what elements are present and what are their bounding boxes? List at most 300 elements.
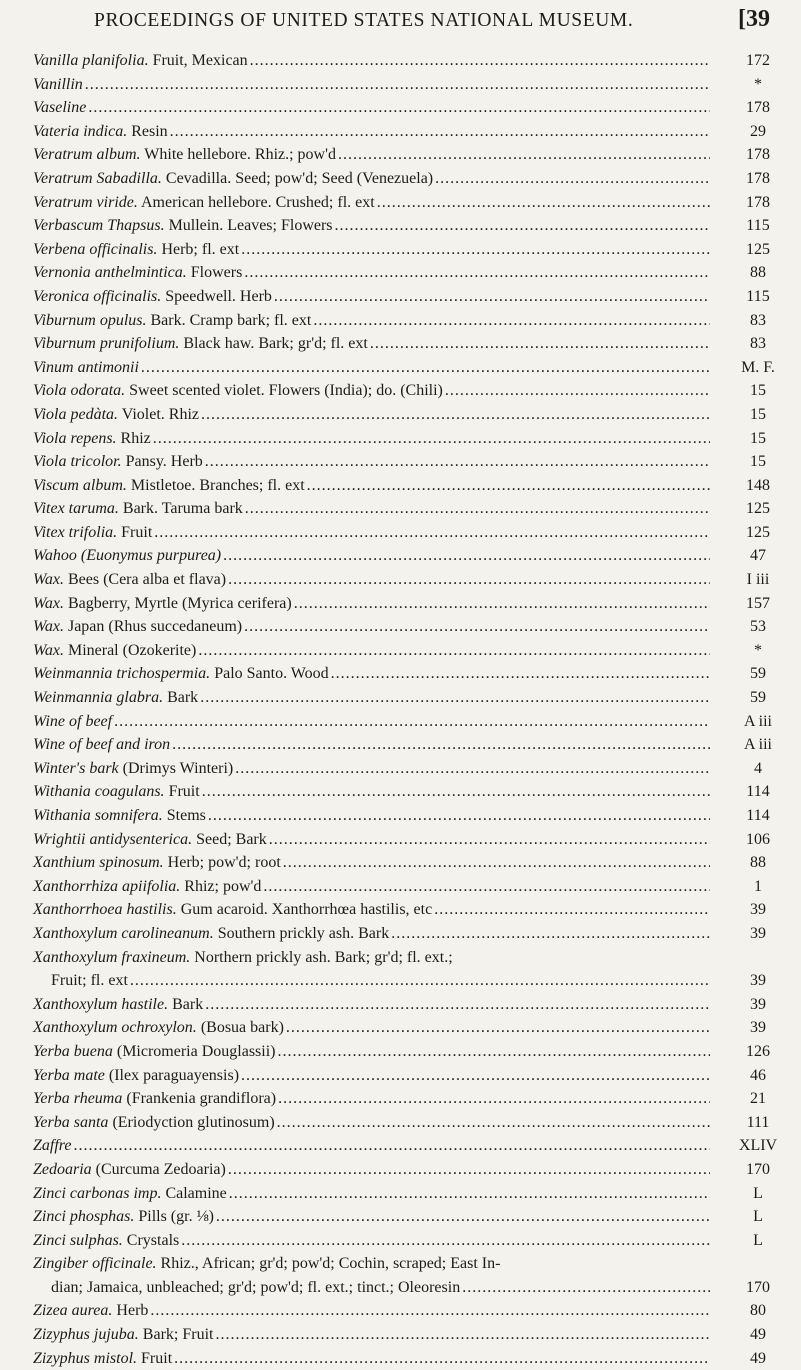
entry-description: Rhiz bbox=[116, 429, 151, 447]
entry-text bbox=[33, 214, 333, 238]
leader-dots bbox=[245, 497, 710, 521]
entry-name: Zedoaria bbox=[33, 1160, 92, 1178]
index-entry bbox=[0, 1040, 801, 1064]
leader-dots bbox=[88, 96, 710, 120]
index-entry bbox=[0, 450, 801, 474]
index-entry bbox=[0, 120, 801, 144]
page-reference: 15 bbox=[750, 429, 766, 447]
leader-dots bbox=[130, 969, 710, 993]
index-entry bbox=[0, 733, 801, 757]
entry-text bbox=[33, 1299, 148, 1323]
leader-dots bbox=[335, 214, 710, 238]
entry-text bbox=[33, 403, 199, 427]
leader-dots bbox=[229, 1182, 710, 1206]
entry-name: Xanthoxylum carolineanum. bbox=[33, 924, 214, 942]
page-reference: 39 bbox=[750, 924, 766, 942]
index-entry bbox=[0, 1299, 801, 1323]
entry-description: Speedwell. Herb bbox=[161, 287, 272, 305]
entry-line bbox=[33, 662, 710, 686]
entry-text bbox=[33, 780, 200, 804]
entry-name: Verbena officinalis. bbox=[33, 240, 158, 258]
entry-continuation-line bbox=[51, 1276, 710, 1300]
entry-description: Northern prickly ash. Bark; gr'd; fl. ext.; bbox=[190, 948, 453, 966]
index-entry bbox=[0, 828, 801, 852]
entry-name: Vinum antimonii bbox=[33, 358, 139, 376]
index-entries bbox=[0, 49, 801, 1370]
page-reference: 83 bbox=[750, 311, 766, 329]
entry-text bbox=[33, 993, 203, 1017]
entry-name: Viola repens. bbox=[33, 429, 117, 447]
leader-dots bbox=[174, 1347, 710, 1370]
leader-dots bbox=[277, 1111, 710, 1135]
entry-text bbox=[33, 686, 198, 710]
entry-text bbox=[33, 1134, 72, 1158]
entry-name: Weinmannia trichospermia. bbox=[33, 665, 211, 683]
entry-line bbox=[33, 96, 710, 120]
entry-line bbox=[33, 568, 710, 592]
entry-continuation-line bbox=[51, 969, 710, 993]
page-header bbox=[0, 4, 801, 34]
page-reference: L bbox=[753, 1208, 763, 1226]
entry-text bbox=[33, 379, 443, 403]
entry-description: (Micromeria Douglassii) bbox=[112, 1042, 276, 1060]
page-reference: 125 bbox=[746, 523, 770, 541]
entry-text bbox=[33, 261, 242, 285]
entry-description: Palo Santo. Wood bbox=[210, 665, 329, 683]
page-reference: 15 bbox=[750, 382, 766, 400]
entry-line bbox=[33, 167, 710, 191]
page-reference: 178 bbox=[746, 169, 770, 187]
index-entry bbox=[0, 191, 801, 215]
leader-dots bbox=[434, 898, 710, 922]
entry-line bbox=[33, 615, 710, 639]
entry-text bbox=[33, 851, 281, 875]
page-reference: 114 bbox=[746, 807, 770, 824]
page-reference: A iii bbox=[743, 712, 772, 730]
leader-dots bbox=[208, 804, 710, 828]
entry-text bbox=[33, 1016, 284, 1040]
page-reference: XLIV bbox=[738, 1137, 778, 1155]
page-number: [39 bbox=[738, 6, 770, 32]
leader-dots bbox=[141, 356, 710, 380]
leader-dots bbox=[462, 1276, 710, 1300]
page-reference: 88 bbox=[750, 264, 766, 282]
entry-text bbox=[33, 1182, 227, 1206]
index-entry bbox=[0, 851, 801, 875]
index-entry bbox=[0, 309, 801, 333]
entry-description: Fruit, Mexican bbox=[148, 52, 248, 69]
entry-name: Xanthoxylum fraxineum. bbox=[33, 948, 191, 966]
entry-line bbox=[33, 120, 710, 144]
entry-name: Zizyphus jujuba. bbox=[33, 1326, 139, 1344]
leader-dots bbox=[331, 662, 710, 686]
entry-description: Herb; fl. ext bbox=[157, 240, 240, 258]
entry-description: Southern prickly ash. Bark bbox=[213, 924, 390, 942]
entry-description: Rhiz; pow'd bbox=[180, 877, 262, 895]
entry-line bbox=[33, 309, 710, 333]
entry-line bbox=[33, 828, 710, 852]
entry-text bbox=[33, 450, 203, 474]
leader-dots bbox=[445, 379, 710, 403]
index-entry bbox=[0, 1134, 801, 1158]
entry-description: Mineral (Ozokerite) bbox=[63, 641, 197, 659]
entry-description: White hellebore. Rhiz.; pow'd bbox=[140, 146, 336, 164]
leader-dots bbox=[294, 592, 710, 616]
index-entry bbox=[0, 710, 801, 734]
entry-name: Viola pedàta. bbox=[33, 405, 119, 423]
entry-line bbox=[33, 592, 710, 616]
entry-text bbox=[33, 120, 168, 144]
entry-description: Resin bbox=[127, 122, 168, 140]
entry-description: Bark; Fruit bbox=[138, 1326, 214, 1344]
leader-dots bbox=[244, 261, 710, 285]
entry-description: Flowers bbox=[186, 264, 243, 282]
page-reference: 148 bbox=[746, 476, 770, 494]
index-entry bbox=[0, 1182, 801, 1206]
entry-text bbox=[33, 497, 243, 521]
entry-line bbox=[33, 993, 710, 1017]
page-reference: 46 bbox=[750, 1066, 766, 1084]
leader-dots bbox=[278, 1087, 710, 1111]
index-entry bbox=[0, 403, 801, 427]
entry-name: Vernonia anthelmintica. bbox=[33, 264, 187, 282]
entry-description: Fruit bbox=[164, 783, 200, 801]
entry-text bbox=[33, 1111, 275, 1135]
entry-text bbox=[33, 191, 375, 215]
entry-line bbox=[33, 1299, 710, 1323]
entry-description: (Ilex paraguayensis) bbox=[104, 1066, 240, 1084]
entry-description: Pansy. Herb bbox=[121, 453, 203, 471]
entry-name: Wine of beef and iron bbox=[33, 736, 171, 754]
leader-dots bbox=[198, 639, 710, 663]
leader-dots bbox=[307, 474, 710, 498]
page-reference: 4 bbox=[754, 759, 762, 777]
index-entry bbox=[0, 214, 801, 238]
leader-dots bbox=[201, 403, 710, 427]
entry-text bbox=[33, 73, 83, 97]
index-entry bbox=[0, 261, 801, 285]
entry-text bbox=[33, 49, 248, 73]
entry-line bbox=[33, 922, 710, 946]
index-entry bbox=[0, 993, 801, 1017]
index-entry bbox=[0, 1205, 801, 1229]
page-reference: 157 bbox=[746, 594, 770, 612]
leader-dots bbox=[205, 993, 710, 1017]
entry-description: Bees (Cera alba et flava) bbox=[63, 571, 227, 589]
index-entry bbox=[0, 521, 801, 545]
entry-name: Zinci carbonas imp. bbox=[33, 1184, 162, 1202]
index-entry bbox=[0, 497, 801, 521]
page-reference: 59 bbox=[750, 689, 766, 707]
index-entry bbox=[0, 592, 801, 616]
entry-line bbox=[33, 733, 710, 757]
index-entry bbox=[0, 1323, 801, 1347]
index-entry bbox=[0, 1087, 801, 1111]
entry-name: Wax. bbox=[33, 594, 64, 612]
page-reference: 111 bbox=[746, 1113, 770, 1131]
entry-line bbox=[33, 214, 710, 238]
leader-dots bbox=[172, 733, 710, 757]
page-reference: 172 bbox=[746, 52, 770, 69]
entry-name: Zizea aurea. bbox=[33, 1302, 113, 1320]
entry-text bbox=[33, 1087, 276, 1111]
index-entry bbox=[0, 922, 801, 946]
page-reference: 21 bbox=[750, 1090, 766, 1108]
index-entry bbox=[0, 1016, 801, 1040]
entry-name: Zaffre bbox=[33, 1137, 72, 1155]
index-entry bbox=[0, 804, 801, 828]
entry-description: Black haw. Bark; gr'd; fl. ext bbox=[179, 335, 368, 353]
entry-line bbox=[33, 639, 710, 663]
entry-description: Mullein. Leaves; Flowers bbox=[164, 217, 333, 235]
entry-description: Bark bbox=[163, 689, 199, 707]
entry-description: (Drimys Winteri) bbox=[118, 759, 234, 777]
leader-dots bbox=[170, 120, 710, 144]
entry-line bbox=[33, 1134, 710, 1158]
index-entry bbox=[0, 285, 801, 309]
entry-line bbox=[33, 403, 710, 427]
entry-description: American hellebore. Crushed; fl. ext bbox=[137, 193, 375, 211]
entry-description: (Eriodyction glutinosum) bbox=[108, 1113, 275, 1131]
entry-text bbox=[33, 804, 206, 828]
page-reference: 80 bbox=[750, 1302, 766, 1320]
entry-name: Verbascum Thapsus. bbox=[33, 217, 165, 235]
entry-description: Cevadilla. Seed; pow'd; Seed (Venezuela) bbox=[161, 169, 434, 187]
entry-line bbox=[33, 332, 710, 356]
entry-line bbox=[33, 238, 710, 262]
entry-name: Weinmannia glabra. bbox=[33, 689, 164, 707]
entry-line bbox=[33, 1040, 710, 1064]
entry-text bbox=[33, 615, 242, 639]
index-entry bbox=[0, 1229, 801, 1253]
index-entry bbox=[0, 1347, 801, 1370]
entry-line bbox=[33, 851, 710, 875]
entry-text bbox=[33, 96, 86, 120]
index-entry bbox=[0, 1064, 801, 1088]
entry-text bbox=[33, 1229, 179, 1253]
leader-dots bbox=[223, 544, 710, 568]
entry-description-continued: Fruit; fl. ext bbox=[51, 972, 128, 990]
page-reference: * bbox=[754, 75, 762, 93]
index-entry bbox=[0, 568, 801, 592]
entry-name: Vitex trifolia. bbox=[33, 523, 118, 541]
entry-name: Zinci sulphas. bbox=[33, 1231, 123, 1249]
entry-line bbox=[33, 285, 710, 309]
entry-line bbox=[33, 49, 710, 73]
entry-text bbox=[33, 521, 152, 545]
entry-name: Xanthoxylum ochroxylon. bbox=[33, 1019, 197, 1037]
entry-name: Xanthoxylum hastile. bbox=[33, 995, 169, 1013]
entry-description: Mistletoe. Branches; fl. ext bbox=[126, 476, 305, 494]
entry-name: Yerba rheuma bbox=[33, 1090, 123, 1108]
index-entry bbox=[0, 1111, 801, 1135]
entry-line bbox=[33, 191, 710, 215]
entry-line bbox=[33, 379, 710, 403]
entry-line bbox=[33, 427, 710, 451]
entry-text bbox=[33, 1252, 500, 1276]
page-reference: 125 bbox=[746, 240, 770, 258]
leader-dots bbox=[202, 780, 710, 804]
entry-text bbox=[33, 427, 151, 451]
entry-name: Wax. bbox=[33, 641, 64, 659]
entry-name: Vaseline bbox=[33, 99, 87, 117]
entry-text bbox=[33, 875, 261, 899]
entry-name: Viola tricolor. bbox=[33, 453, 122, 471]
page-reference: 39 bbox=[750, 995, 766, 1013]
entry-line bbox=[33, 757, 710, 781]
entry-description: Violet. Rhiz bbox=[118, 405, 199, 423]
entry-line bbox=[33, 544, 710, 568]
entry-line bbox=[33, 1205, 710, 1229]
running-title: PROCEEDINGS OF UNITED STATES NATIONAL MUSEUM. bbox=[94, 10, 634, 31]
page-reference: 178 bbox=[746, 146, 770, 164]
entry-line bbox=[33, 1111, 710, 1135]
entry-line bbox=[33, 261, 710, 285]
index-entry bbox=[0, 332, 801, 356]
index-entry bbox=[0, 427, 801, 451]
index-entry bbox=[0, 615, 801, 639]
index-entry bbox=[0, 780, 801, 804]
page-reference: 114 bbox=[746, 783, 770, 801]
entry-name: Vanilla planifolia. bbox=[33, 52, 149, 69]
page-reference: 49 bbox=[750, 1349, 766, 1367]
entry-text bbox=[33, 474, 305, 498]
index-entry bbox=[0, 143, 801, 167]
leader-dots bbox=[154, 521, 710, 545]
entry-description-continued: dian; Jamaica, unbleached; gr'd; pow'd; fl. ext.; tinct.; Oleoresin bbox=[51, 1278, 461, 1296]
entry-name: Yerba mate bbox=[33, 1066, 105, 1084]
entry-description: Crystals bbox=[122, 1231, 180, 1249]
index-entry bbox=[0, 1158, 801, 1182]
entry-name: Veratrum viride. bbox=[33, 193, 138, 211]
entry-line bbox=[33, 1347, 710, 1370]
entry-line bbox=[33, 686, 710, 710]
entry-description: Fruit bbox=[117, 523, 153, 541]
entry-line bbox=[33, 804, 710, 828]
index-entry bbox=[0, 1252, 801, 1299]
entry-description: Gum acaroid. Xanthorrhœa hastilis, etc bbox=[176, 901, 433, 919]
entry-text bbox=[33, 1323, 213, 1347]
entry-description: (Bosua bark) bbox=[196, 1019, 284, 1037]
index-entry bbox=[0, 238, 801, 262]
entry-text bbox=[33, 143, 336, 167]
leader-dots bbox=[205, 450, 710, 474]
page-reference: 15 bbox=[750, 405, 766, 423]
entry-text bbox=[33, 568, 226, 592]
entry-name: Xanthorrhoea hastilis. bbox=[33, 901, 177, 919]
index-entry bbox=[0, 96, 801, 120]
page-reference: 1 bbox=[754, 877, 762, 895]
entry-line bbox=[33, 1323, 710, 1347]
entry-name: Vateria indica. bbox=[33, 122, 128, 140]
entry-name: Wine of beef bbox=[33, 712, 113, 730]
entry-line bbox=[33, 1229, 710, 1253]
page-reference: L bbox=[753, 1231, 763, 1249]
entry-text bbox=[33, 1040, 275, 1064]
index-entry bbox=[0, 379, 801, 403]
leader-dots bbox=[215, 1323, 710, 1347]
leader-dots bbox=[283, 851, 710, 875]
entry-line bbox=[33, 521, 710, 545]
entry-description: Japan (Rhus succedaneum) bbox=[63, 618, 243, 636]
entry-name: Vitex taruma. bbox=[33, 500, 119, 518]
leader-dots bbox=[286, 1016, 710, 1040]
entry-name: Xanthorrhiza apiifolia. bbox=[33, 877, 181, 895]
entry-line bbox=[33, 497, 710, 521]
page-reference: I iii bbox=[746, 571, 770, 589]
entry-line bbox=[33, 1158, 710, 1182]
entry-text bbox=[33, 356, 139, 380]
entry-text bbox=[33, 733, 170, 757]
entry-line bbox=[33, 474, 710, 498]
entry-description: Bark. Cramp bark; fl. ext bbox=[146, 311, 312, 329]
page-reference: 170 bbox=[746, 1160, 770, 1178]
entry-text bbox=[33, 757, 233, 781]
index-entry bbox=[0, 875, 801, 899]
entry-text bbox=[33, 1064, 239, 1088]
leader-dots bbox=[228, 1158, 710, 1182]
entry-name: Wrightii antidysenterica. bbox=[33, 830, 193, 848]
index-entry bbox=[0, 49, 801, 73]
leader-dots bbox=[200, 686, 710, 710]
leader-dots bbox=[391, 922, 710, 946]
entry-description: Bagberry, Myrtle (Myrica cerifera) bbox=[63, 594, 292, 612]
leader-dots bbox=[114, 710, 710, 734]
page-reference: 15 bbox=[750, 453, 766, 471]
page-reference: 178 bbox=[746, 99, 770, 117]
index-entry bbox=[0, 686, 801, 710]
page-reference: A iii bbox=[743, 736, 772, 754]
page-reference: 126 bbox=[746, 1042, 770, 1060]
leader-dots bbox=[377, 191, 710, 215]
entry-description: Bark bbox=[168, 995, 204, 1013]
leader-dots bbox=[181, 1229, 710, 1253]
page-reference: 125 bbox=[746, 500, 770, 518]
entry-text bbox=[33, 1347, 172, 1370]
page-reference: 178 bbox=[746, 193, 770, 211]
entry-description: Herb; pow'd; root bbox=[163, 854, 281, 872]
leader-dots bbox=[241, 1064, 710, 1088]
index-entry bbox=[0, 639, 801, 663]
entry-name: Viburnum prunifolium. bbox=[33, 335, 180, 353]
leader-dots bbox=[274, 285, 710, 309]
index-entry bbox=[0, 474, 801, 498]
entry-text bbox=[33, 946, 453, 970]
leader-dots bbox=[153, 427, 710, 451]
leader-dots bbox=[74, 1134, 710, 1158]
entry-description: Fruit bbox=[137, 1349, 173, 1367]
leader-dots bbox=[263, 875, 710, 899]
entry-name: Withania coagulans. bbox=[33, 783, 165, 801]
entry-text bbox=[33, 662, 329, 686]
entry-name: Withania somnifera. bbox=[33, 807, 163, 824]
page-reference: 170 bbox=[746, 1278, 770, 1296]
entry-line bbox=[33, 1087, 710, 1111]
leader-dots bbox=[228, 568, 710, 592]
entry-line bbox=[33, 356, 710, 380]
entry-name: Xanthium spinosum. bbox=[33, 854, 164, 872]
entry-description: Rhiz., African; gr'd; pow'd; Cochin, scraped; East In- bbox=[156, 1255, 501, 1273]
page-reference: 53 bbox=[750, 618, 766, 636]
entry-text bbox=[33, 639, 196, 663]
entry-description: (Curcuma Zedoaria) bbox=[91, 1160, 226, 1178]
entry-name: Viola odorata. bbox=[33, 382, 126, 400]
entry-description: Bark. Taruma bark bbox=[118, 500, 243, 518]
entry-name: Vanillin bbox=[33, 75, 83, 93]
page-reference: 49 bbox=[750, 1326, 766, 1344]
entry-text bbox=[33, 828, 267, 852]
leader-dots bbox=[338, 143, 710, 167]
